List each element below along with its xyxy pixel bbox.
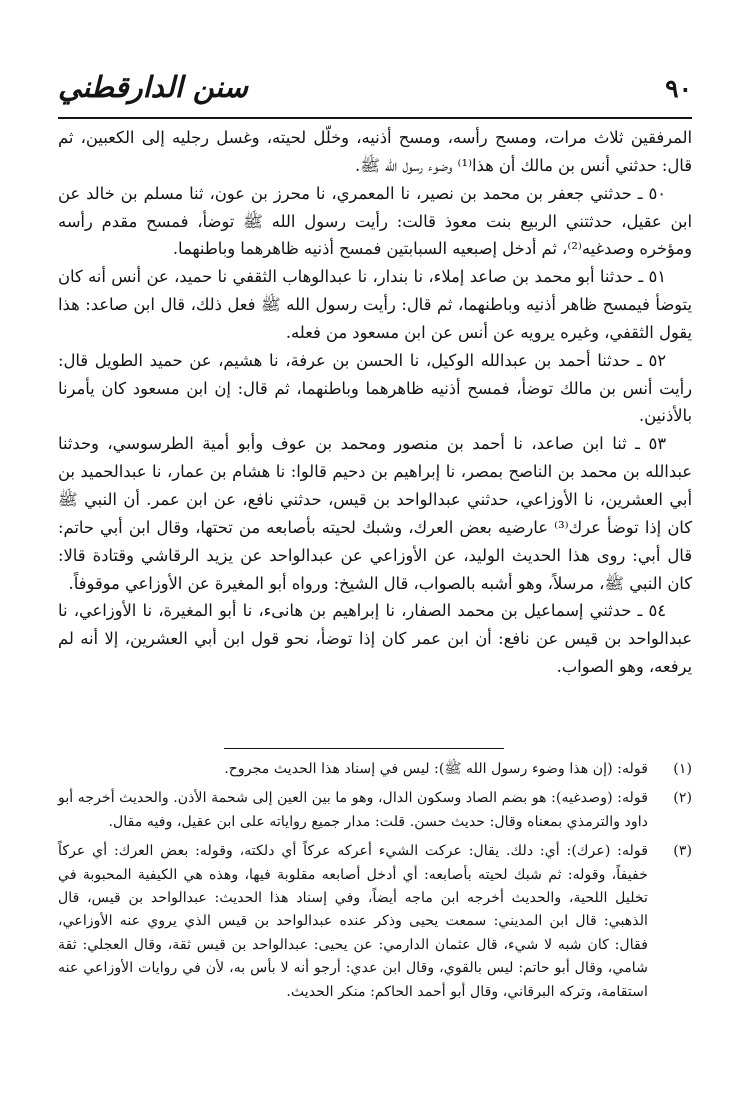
page-number: ٩٠: [665, 74, 692, 103]
footnote-text: قوله: (عرك): أي: دلك. يقال: عركت الشيء أعركه عركاً أي دلكته، وقوله: بعض العرك: أي عركاً خفيفاً، وقوله: ثم شبك لحيته بأصابعه: أي أدخل أصابعه مقلوبة فيها، وهذه هي الكيفية المحبوبة في تخليل اللحية، والحديث أخرجه ابن ماجه أيضاً، وفي إسناد هذا الحديث: عبدالواحد بن قيس، قال الذهبي: قال ابن المديني: سمعت يحيى وذكر عنده عبدالواحد بن قيس الذي يروي عنه الأوزاعي، فقال: كان شبه لا شيء، قال عثمان الدارمي: عن يحيى: عبدالواحد بن قيس ثقة، وقال العجلي: ثقة شامي، وقال أبو حاتم: ليس بالقوي، وقال ابن عدي: أرجو أنه لا بأس به، لأن في روايات الأوزاعي عنه استقامة، وتركه البرقاني، وقال أبو أحمد الحاكم: منكر الحديث.: [58, 843, 648, 1000]
header-rule: [58, 117, 692, 119]
footnotes: [58, 756, 692, 1010]
hadith-54: ٥٤ ـ حدثني إسماعيل بن محمد الصفار، نا إبراهيم بن هانىء، نا أبو المغيرة، نا الأوزاعي، نا عبدالواحد بن قيس عن نافع: أن ابن عمر كان إذا توضأ، نحو قول ابن أبي العشرين، إلا أنه لم يرفعه، وهو الصواب.: [58, 601, 692, 677]
footnote-3: [58, 840, 692, 1004]
body-text: [58, 124, 692, 681]
footnote-number: (٣): [673, 843, 692, 860]
footnote-number: (١): [673, 761, 692, 777]
footnote-2: [58, 787, 692, 834]
paragraph-continuation: المرفقين ثلاث مرات، ومسح رأسه، ومسح أذنيه، وخلّل لحيته، وغسل رجليه إلى الكعبين، ثم قال: حدثني أنس بن مالك أن هذا⁽¹⁾ وضوء رسول الله ﷺ.: [58, 128, 692, 175]
footnote-separator: [224, 748, 504, 749]
running-title: سنن الدارقطني: [58, 70, 248, 104]
hadith-50: ٥٠ ـ حدثني جعفر بن محمد بن نصير، نا المعمري، نا محرز بن عون، ثنا مسلم بن خالد عن ابن عقيل، حدثتني الربيع بنت معوذ قالت: رأيت رسول الله ﷺ توضأ، فمسح مقدم رأسه ومؤخره وصدغيه⁽²⁾، ثم أدخل إصبعيه السبابتين فمسح أذنيه ظاهرهما وباطنهما.: [58, 183, 692, 259]
page-header: [58, 70, 692, 114]
hadith-52: ٥٢ ـ حدثنا أحمد بن عبدالله الوكيل، نا الحسن بن عرفة، نا هشيم، عن حميد الطويل قال: رأيت أنس بن مالك توضأ، فمسح أذنيه ظاهرهما وباطنهما، ثم قال: إن ابن مسعود كان يأمرنا بالأذنين.: [58, 350, 692, 426]
footnote-number: (٢): [673, 790, 692, 807]
hadith-53: ٥٣ ـ ثنا ابن صاعد، نا أحمد بن منصور ومحمد بن عوف وأبو أمية الطرسوسي، وحدثنا عبدالله بن محمد بن الناصح بمصر، نا إبراهيم بن دحيم قالوا: نا هشام بن عمار، نا عبدالحميد بن أبي العشرين، نا الأوزاعي، حدثني عبدالواحد بن قيس، حدثني نافع، عن ابن عمر. أن النبي ﷺ كان إذا توضأ عرك⁽³⁾ عارضيه بعض العرك، وشبك لحيته بأصابعه من تحتها، وقال ابن أبي حاتم: قال أبي: روى هذا الحديث الوليد، عن الأوزاعي عن عبدالواحد عن يزيد الرقاشي وقتادة قالا: كان النبي ﷺ، مرسلاً، وهو أشبه بالصواب، قال الشيخ: ورواه أبو المغيرة عن الأوزاعي موقوفاً.: [58, 434, 692, 593]
hadith-51: ٥١ ـ حدثنا أبو محمد بن صاعد إملاء، نا بندار، نا عبدالوهاب الثقفي نا حميد، عن أنس أنه كان يتوضأ فيمسح ظاهر أذنيه وباطنهما، ثم قال: رأيت رسول الله ﷺ فعل ذلك، قال ابن صاعد: هذا يقول الثقفي، وغيره يرويه عن أنس عن ابن مسعود من فعله.: [58, 267, 692, 342]
footnote-text: قوله: (إن هذا وضوء رسول الله ﷺ): ليس في إسناد هذا الحديث مجروح.: [224, 761, 648, 777]
footnote-1: [58, 758, 692, 781]
footnote-text: قوله: (وصدغيه): هو بضم الصاد وسكون الدال، وهو ما بين العين إلى شحمة الأذن. والحديث أخرجه أبو داود والترمذي بمعناه وقال: حديث حسن. قلت: مدار جميع رواياته على ابن عقيل، وفيه مقال.: [58, 790, 648, 830]
